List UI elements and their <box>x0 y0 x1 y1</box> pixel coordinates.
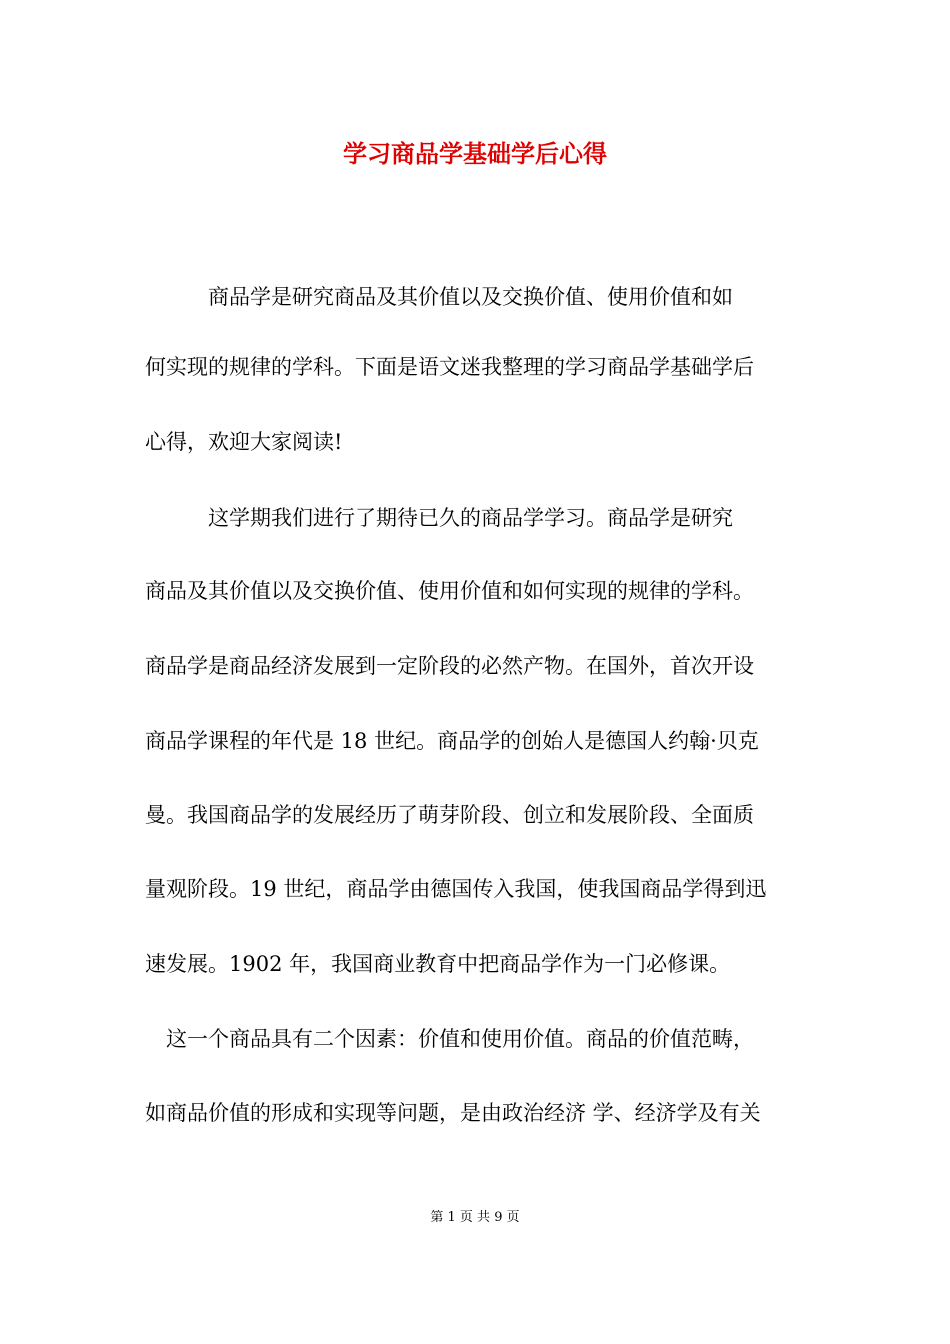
body-line: 曼。我国商品学的发展经历了萌芽阶段、创立和发展阶段、全面质 <box>145 803 754 827</box>
body-line: 何实现的规律的学科。下面是语文迷我整理的学习商品学基础学后 <box>145 355 754 379</box>
body-line: 商品学课程的年代是 18 世纪。商品学的创始人是德国人约翰·贝克 <box>145 729 759 753</box>
body-line: 商品学是研究商品及其价值以及交换价值、使用价值和如 <box>145 285 733 309</box>
body-line: 这一个商品具有二个因素：价值和使用价值。商品的价值范畴， <box>145 1027 754 1051</box>
body-line: 心得，欢迎大家阅读! <box>145 430 343 454</box>
body-line: 这学期我们进行了期待已久的商品学学习。商品学是研究 <box>145 506 733 530</box>
body-line: 如商品价值的形成和实现等问题，是由政治经济 学、经济学及有关 <box>145 1101 761 1125</box>
document-title: 学习商品学基础学后心得 <box>343 139 607 168</box>
body-line: 量观阶段。19 世纪，商品学由德国传入我国，使我国商品学得到迅 <box>145 877 767 901</box>
body-line: 商品及其价值以及交换价值、使用价值和如何实现的规律的学科。 <box>145 579 754 603</box>
body-line: 商品学是商品经济发展到一定阶段的必然产物。在国外，首次开设 <box>145 654 754 678</box>
page-number-footer: 第 1 页 共 9 页 <box>430 1210 520 1225</box>
body-line: 速发展。1902 年，我国商业教育中把商品学作为一门必修课。 <box>145 952 731 976</box>
